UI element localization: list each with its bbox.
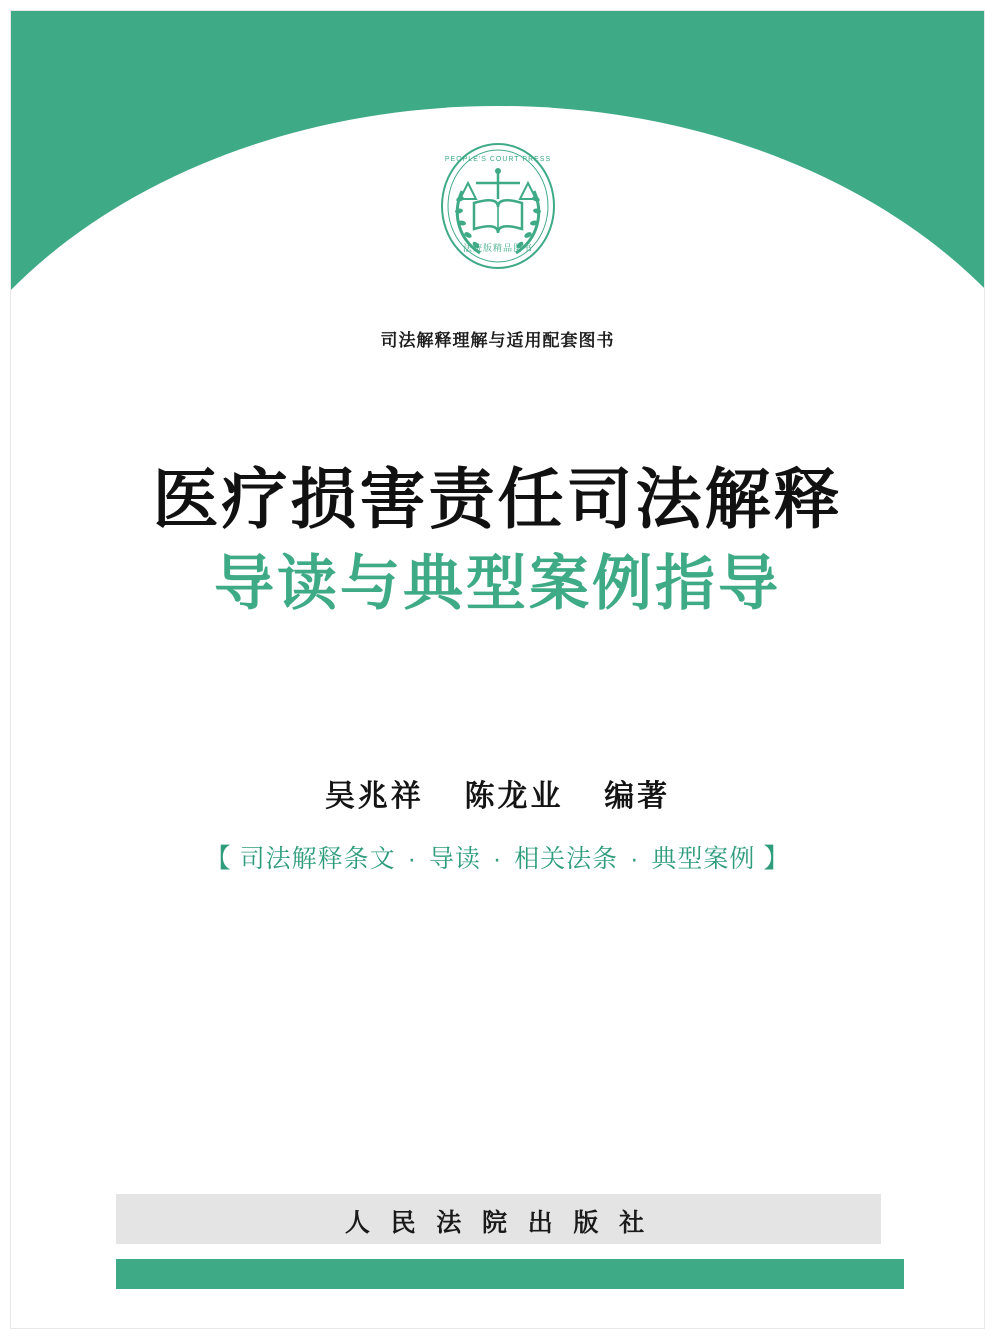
tagline-separator-3: ·: [630, 845, 640, 873]
author-name-2: 陈龙业: [464, 780, 564, 813]
author-name-1: 吴兆祥: [324, 780, 424, 813]
title-block: [11, 463, 984, 617]
author-line: [11, 771, 984, 815]
bracket-close: 】: [763, 843, 791, 873]
cover-canvas: [10, 10, 985, 1329]
book-title-sub: 导读与典型案例指导: [214, 548, 781, 619]
series-label: 司法解释理解与适用配套图书: [380, 331, 615, 350]
tagline-separator-2: ·: [492, 845, 503, 873]
tagline-separator-1: ·: [407, 845, 417, 873]
book-title-main: 医疗损害责任司法解释: [152, 461, 843, 538]
bracket-open: 【: [204, 843, 232, 873]
svg-text:PEOPLE'S COURT PRESS: PEOPLE'S COURT PRESS: [444, 156, 551, 163]
contents-tagline: [11, 838, 984, 875]
tagline-item-1: 司法解释条文: [239, 845, 396, 873]
publisher-emblem-icon: [436, 139, 560, 273]
tagline-item-4: 典型案例: [651, 845, 756, 873]
author-role: 编著: [604, 780, 671, 813]
tagline-item-2: 导读: [428, 845, 481, 873]
footer-green-band: [116, 1259, 904, 1289]
footer-white-band: [11, 1289, 984, 1329]
publisher-name: 人 民 法 院 出 版 社: [344, 1208, 651, 1237]
svg-text:法院版精品图书: 法院版精品图书: [462, 244, 533, 254]
tagline-item-3: 相关法条: [514, 845, 619, 873]
